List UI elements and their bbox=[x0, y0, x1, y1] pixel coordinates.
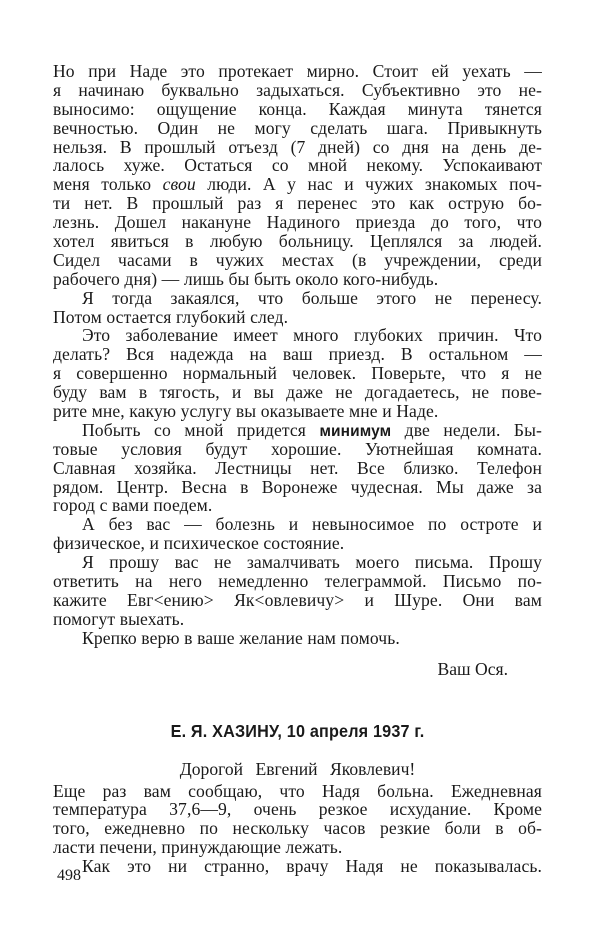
paragraph bbox=[53, 515, 542, 553]
page-number: 498 bbox=[57, 867, 81, 884]
paragraph bbox=[53, 553, 542, 629]
text-line: того, ежедневно по нескольку часов резкие боли в об- bbox=[53, 818, 542, 839]
text-line: ответить на него немедленно телеграммой. Письмо по- bbox=[53, 571, 542, 592]
text-line: Я тогда закаялся, что больше этого не перенесу. bbox=[82, 287, 542, 308]
book-page bbox=[53, 62, 542, 876]
paragraph bbox=[53, 629, 542, 648]
italic-emphasis: свои bbox=[162, 174, 196, 195]
text-line: Потом остается глубокий след. bbox=[53, 306, 289, 327]
text-line: выносимо: ощущение конца. Каждая минута тянется bbox=[53, 98, 542, 119]
text-line: Как это ни странно, врачу Надя не показывалась. bbox=[82, 856, 542, 877]
bold-emphasis: минимум bbox=[319, 422, 392, 440]
text-line: ти нет. В прошлый раз я перенес это как острую бо- bbox=[53, 193, 542, 214]
text-line: рядом. Центр. Весна в Воронеже чудесная. Мы даже за bbox=[53, 476, 542, 497]
paragraph bbox=[53, 289, 542, 327]
text-span: две недели. Бы- bbox=[391, 419, 543, 440]
text-line bbox=[53, 175, 542, 194]
text-line: нельзя. В прошлый отъезд (7 дней) со дня на день де- bbox=[53, 136, 542, 157]
text-line: А без вас — болезнь и невыносимое по остроте и bbox=[82, 514, 542, 535]
text-line: город с вами поедем. bbox=[53, 495, 213, 516]
salutation: Дорогой Евгений Яковлевич! bbox=[179, 758, 416, 779]
text-line: ласти печени, принуждающие лежать. bbox=[53, 837, 343, 858]
text-line: Это заболевание имеет много глубоких причин. Что bbox=[82, 325, 542, 346]
text-line bbox=[53, 421, 542, 440]
paragraph bbox=[53, 326, 542, 420]
text-line: Еще раз вам сообщаю, что Надя больна. Ежедневная bbox=[53, 780, 542, 801]
paragraph bbox=[53, 62, 542, 289]
text-line: рабочего дня) — лишь бы быть около кого-нибудь. bbox=[53, 268, 439, 289]
text-line: делать? Вся надежда на ваш приезд. В остальном — bbox=[53, 344, 542, 365]
text-line: я начинаю буквально задыхаться. Субъективно это не- bbox=[53, 79, 542, 100]
text-line: Но при Наде это протекает мирно. Стоит ей уехать — bbox=[53, 61, 542, 81]
paragraph bbox=[53, 857, 542, 876]
text-span: люди. А у нас и чужих знакомых поч- bbox=[195, 174, 542, 195]
text-line: кажите Евг<ению> Як<овлевичу> и Шуре. Они вам bbox=[53, 589, 542, 610]
text-line: буду вам в тягость, и вы даже не догадаетесь, не пове- bbox=[53, 382, 542, 403]
letter-heading: Е. Я. ХАЗИНУ, 10 апреля 1937 г. bbox=[170, 720, 425, 741]
text-span: Побыть со мной придется bbox=[82, 419, 320, 440]
paragraph bbox=[53, 421, 542, 515]
text-line: лалось хуже. Остаться со мной некому. Успокаивают bbox=[53, 155, 542, 176]
text-line: лезнь. Дошел накануне Надиного приезда до того, что bbox=[53, 212, 542, 233]
text-line: рите мне, какую услугу вы оказываете мне и Наде. bbox=[53, 401, 439, 422]
text-line: товые условия будут хорошие. Уютнейшая комната. bbox=[53, 438, 542, 459]
text-line: вечностью. Один не могу сделать шага. Привыкнуть bbox=[53, 117, 542, 138]
text-line: Славная хозяйка. Лестницы нет. Все близко. Телефон bbox=[53, 457, 542, 478]
text-line: помогут выехать. bbox=[53, 608, 185, 629]
text-line: Крепко верю в ваше желание нам помочь. bbox=[82, 627, 400, 648]
signature: Ваш Ося. bbox=[437, 658, 508, 679]
text-span: меня только bbox=[53, 174, 163, 195]
text-line: физическое, и психическое состояние. bbox=[53, 533, 345, 554]
text-line: хотел явиться в любую больницу. Цеплялся за людей. bbox=[53, 231, 542, 252]
text-line: я совершенно нормальный человек. Поверьте, что я не bbox=[53, 363, 542, 384]
text-line: температура 37,6—9, очень резкое исхудание. Кроме bbox=[53, 799, 542, 820]
text-line: Сидел часами в чужих местах (в учреждении, среди bbox=[53, 249, 542, 270]
paragraph bbox=[53, 782, 542, 858]
text-line: Я прошу вас не замалчивать моего письма. Прошу bbox=[82, 552, 542, 573]
